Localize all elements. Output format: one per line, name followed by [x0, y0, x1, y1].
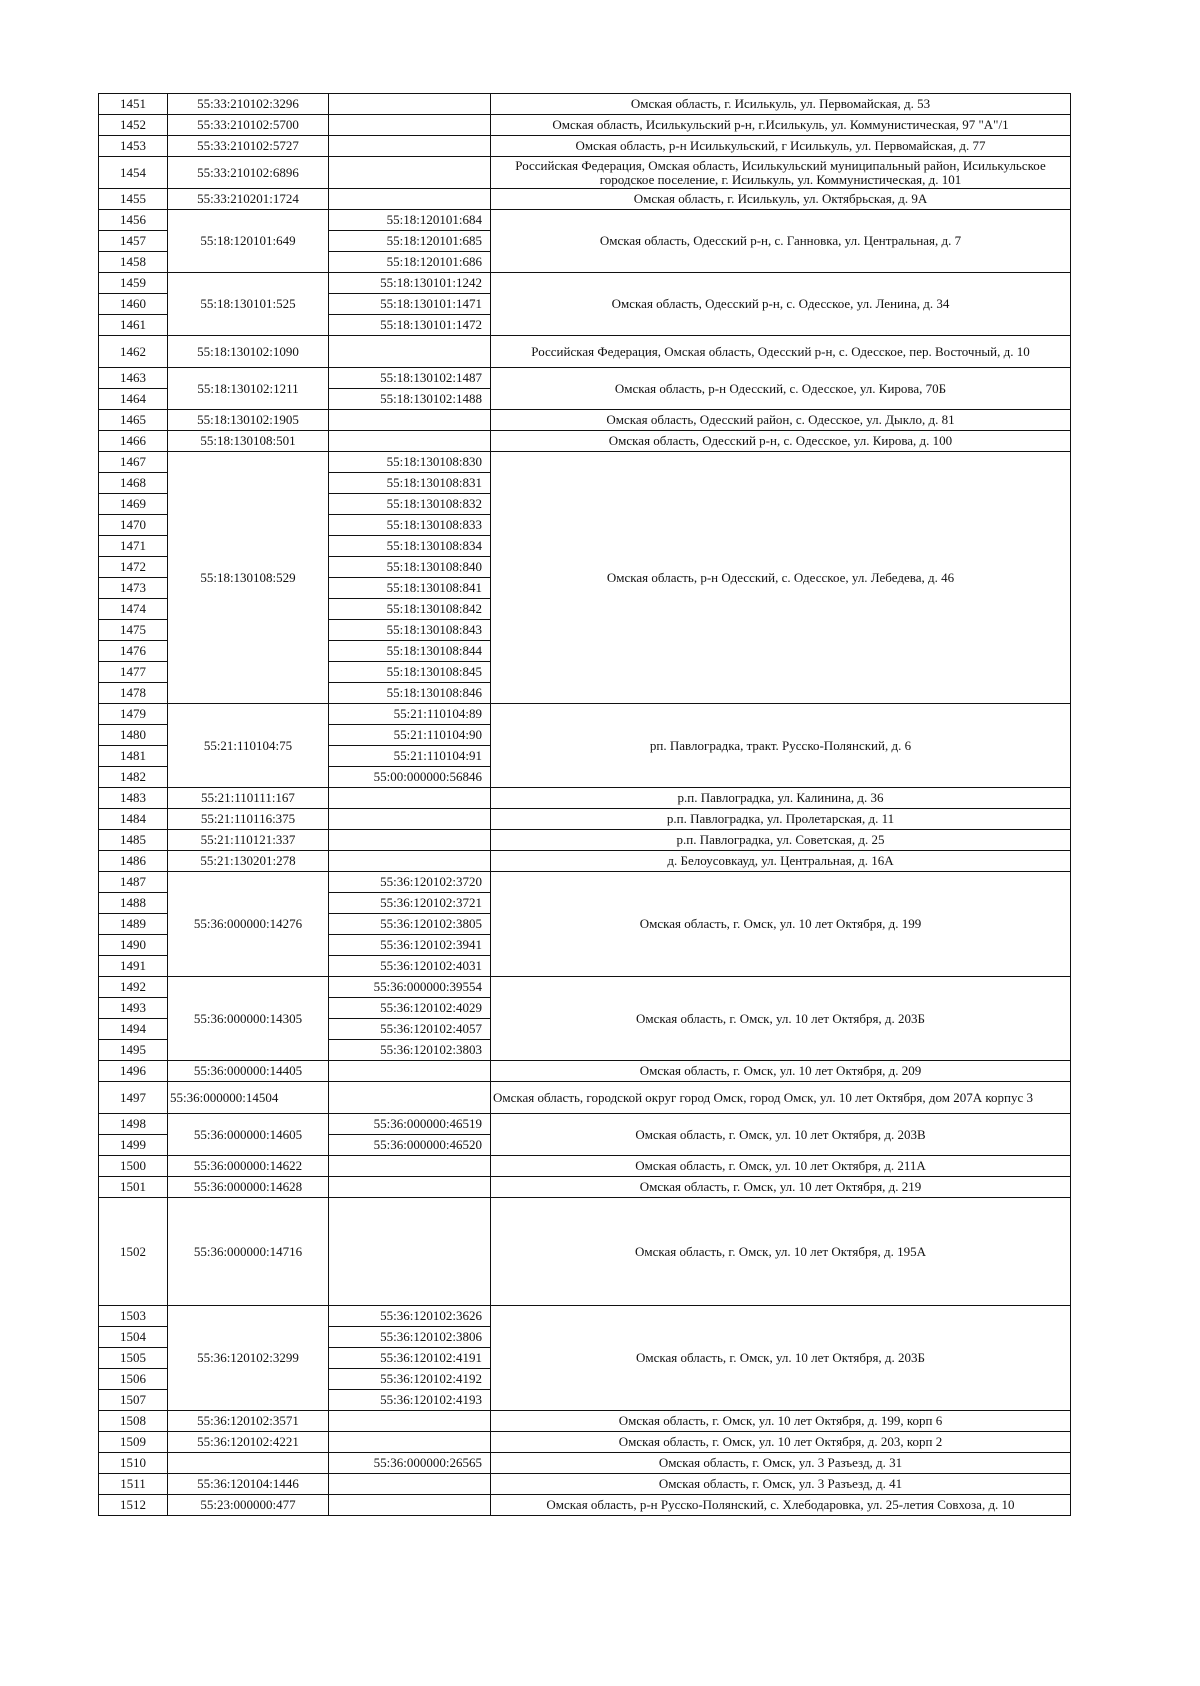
sub-cadastral-number: 55:36:120102:3941 [329, 935, 491, 956]
sub-cadastral-number: 55:18:120101:684 [329, 210, 491, 231]
parent-cadastral-number: 55:18:130108:529 [168, 452, 329, 704]
sub-cadastral-number: 55:36:120102:4031 [329, 956, 491, 977]
address: Омская область, р-н Одесский, с. Одесское, ул. Лебедева, д. 46 [491, 452, 1071, 704]
table-row [99, 336, 1071, 368]
row-number: 1508 [99, 1411, 168, 1432]
address: д. Белоусовкауд, ул. Центральная, д. 16А [491, 851, 1071, 872]
address: Омская область, г. Омск, ул. 10 лет Октября, д. 219 [491, 1177, 1071, 1198]
row-number: 1480 [99, 725, 168, 746]
row-number: 1493 [99, 998, 168, 1019]
row-number: 1481 [99, 746, 168, 767]
row-number: 1482 [99, 767, 168, 788]
sub-cadastral-number: 55:00:000000:56846 [329, 767, 491, 788]
parent-cadastral-number: 55:33:210102:3296 [168, 94, 329, 115]
sub-cadastral-number: 55:21:110104:90 [329, 725, 491, 746]
row-number: 1492 [99, 977, 168, 998]
row-number: 1487 [99, 872, 168, 893]
address: Омская область, г. Омск, ул. 10 лет Октября, д. 211А [491, 1156, 1071, 1177]
row-number: 1503 [99, 1306, 168, 1327]
row-number: 1497 [99, 1082, 168, 1114]
sub-cadastral-number: 55:18:130101:1242 [329, 273, 491, 294]
row-number: 1471 [99, 536, 168, 557]
parent-cadastral-number: 55:36:000000:14276 [168, 872, 329, 977]
sub-cadastral-number [329, 157, 491, 189]
sub-cadastral-number: 55:36:120102:3720 [329, 872, 491, 893]
table-row [99, 830, 1071, 851]
sub-cadastral-number: 55:36:120102:3803 [329, 1040, 491, 1061]
row-number: 1462 [99, 336, 168, 368]
table-row [99, 431, 1071, 452]
table-row [99, 1156, 1071, 1177]
row-number: 1459 [99, 273, 168, 294]
sub-cadastral-number: 55:36:120102:4191 [329, 1348, 491, 1369]
row-number: 1463 [99, 368, 168, 389]
sub-cadastral-number [329, 1411, 491, 1432]
sub-cadastral-number: 55:18:120101:686 [329, 252, 491, 273]
sub-cadastral-number [329, 830, 491, 851]
sub-cadastral-number: 55:18:130108:841 [329, 578, 491, 599]
sub-cadastral-number: 55:18:130108:840 [329, 557, 491, 578]
row-number: 1486 [99, 851, 168, 872]
address: Омская область, г. Омск, ул. 10 лет Октября, д. 199, корп 6 [491, 1411, 1071, 1432]
row-number: 1489 [99, 914, 168, 935]
table-row [99, 872, 1071, 893]
parent-cadastral-number: 55:33:210102:5727 [168, 136, 329, 157]
sub-cadastral-number: 55:36:120102:3626 [329, 1306, 491, 1327]
sub-cadastral-number: 55:18:130108:831 [329, 473, 491, 494]
sub-cadastral-number: 55:18:130108:842 [329, 599, 491, 620]
sub-cadastral-number: 55:18:130108:843 [329, 620, 491, 641]
sub-cadastral-number: 55:36:120102:4029 [329, 998, 491, 1019]
row-number: 1465 [99, 410, 168, 431]
table-row [99, 851, 1071, 872]
sub-cadastral-number: 55:36:120102:3721 [329, 893, 491, 914]
parent-cadastral-number: 55:18:130102:1905 [168, 410, 329, 431]
row-number: 1507 [99, 1390, 168, 1411]
parent-cadastral-number: 55:18:130101:525 [168, 273, 329, 336]
sub-cadastral-number: 55:21:110104:91 [329, 746, 491, 767]
sub-cadastral-number: 55:18:130101:1472 [329, 315, 491, 336]
row-number: 1452 [99, 115, 168, 136]
address: Российская Федерация, Омская область, Исилькульский муниципальный район, Исилькульское городское поселение, г. Исилькуль, ул. Коммунистическая, д. 101 [491, 157, 1071, 189]
parent-cadastral-number: 55:36:000000:14405 [168, 1061, 329, 1082]
sub-cadastral-number: 55:36:120102:4193 [329, 1390, 491, 1411]
table-row [99, 809, 1071, 830]
parent-cadastral-number: 55:33:210201:1724 [168, 189, 329, 210]
sub-cadastral-number: 55:21:110104:89 [329, 704, 491, 725]
parent-cadastral-number: 55:33:210102:6896 [168, 157, 329, 189]
address: Омская область, г. Омск, ул. 3 Разъезд, д. 41 [491, 1474, 1071, 1495]
address: Омская область, г. Омск, ул. 3 Разъезд, д. 31 [491, 1453, 1071, 1474]
table-row [99, 1411, 1071, 1432]
row-number: 1495 [99, 1040, 168, 1061]
parent-cadastral-number: 55:21:130201:278 [168, 851, 329, 872]
sub-cadastral-number: 55:36:120102:3805 [329, 914, 491, 935]
address: Омская область, г. Омск, ул. 10 лет Октября, д. 203Б [491, 977, 1071, 1061]
sub-cadastral-number [329, 115, 491, 136]
row-number: 1491 [99, 956, 168, 977]
table-row [99, 157, 1071, 189]
table-row [99, 410, 1071, 431]
row-number: 1506 [99, 1369, 168, 1390]
sub-cadastral-number: 55:36:000000:26565 [329, 1453, 491, 1474]
address: Омская область, г. Исилькуль, ул. Первомайская, д. 53 [491, 94, 1071, 115]
parent-cadastral-number: 55:36:120104:1446 [168, 1474, 329, 1495]
table-row [99, 977, 1071, 998]
address: Омская область, г. Омск, ул. 10 лет Октября, д. 203Б [491, 1306, 1071, 1411]
sub-cadastral-number: 55:18:130108:830 [329, 452, 491, 473]
sub-cadastral-number: 55:36:120102:4192 [329, 1369, 491, 1390]
row-number: 1456 [99, 210, 168, 231]
parent-cadastral-number: 55:36:000000:14628 [168, 1177, 329, 1198]
address: Омская область, г. Омск, ул. 10 лет Октября, д. 195А [491, 1198, 1071, 1306]
address: Омская область, Одесский р-н, с. Одесское, ул. Ленина, д. 34 [491, 273, 1071, 336]
row-number: 1451 [99, 94, 168, 115]
address: Омская область, р-н Русско-Полянский, с. Хлебодаровка, ул. 25-летия Совхоза, д. 10 [491, 1495, 1071, 1516]
row-number: 1512 [99, 1495, 168, 1516]
table-row [99, 1432, 1071, 1453]
sub-cadastral-number: 55:18:130108:833 [329, 515, 491, 536]
table-row [99, 189, 1071, 210]
address: Омская область, Одесский р-н, с. Ганновка, ул. Центральная, д. 7 [491, 210, 1071, 273]
parent-cadastral-number: 55:33:210102:5700 [168, 115, 329, 136]
table-row [99, 788, 1071, 809]
row-number: 1505 [99, 1348, 168, 1369]
row-number: 1477 [99, 662, 168, 683]
address: Российская Федерация, Омская область, Одесский р-н, с. Одесское, пер. Восточный, д. 10 [491, 336, 1071, 368]
row-number: 1469 [99, 494, 168, 515]
table-row [99, 1495, 1071, 1516]
table-row [99, 368, 1071, 389]
row-number: 1454 [99, 157, 168, 189]
table-row [99, 1453, 1071, 1474]
parent-cadastral-number: 55:36:120102:3571 [168, 1411, 329, 1432]
address: рп. Павлоградка, тракт. Русско-Полянский, д. 6 [491, 704, 1071, 788]
sub-cadastral-number: 55:18:130108:834 [329, 536, 491, 557]
address: Омская область, г. Исилькуль, ул. Октябрьская, д. 9А [491, 189, 1071, 210]
parent-cadastral-number: 55:18:120101:649 [168, 210, 329, 273]
address: Омская область, Одесский район, с. Одесское, ул. Дыкло, д. 81 [491, 410, 1071, 431]
address: Омская область, р-н Исилькульский, г Исилькуль, ул. Первомайская, д. 77 [491, 136, 1071, 157]
row-number: 1468 [99, 473, 168, 494]
sub-cadastral-number [329, 1061, 491, 1082]
parent-cadastral-number: 55:36:000000:14622 [168, 1156, 329, 1177]
sub-cadastral-number: 55:18:130108:832 [329, 494, 491, 515]
parent-cadastral-number: 55:18:130102:1090 [168, 336, 329, 368]
address: р.п. Павлоградка, ул. Калинина, д. 36 [491, 788, 1071, 809]
sub-cadastral-number: 55:18:130101:1471 [329, 294, 491, 315]
row-number: 1472 [99, 557, 168, 578]
parent-cadastral-number: 55:36:000000:14504 [168, 1082, 329, 1114]
table-row [99, 210, 1071, 231]
table-row [99, 273, 1071, 294]
sub-cadastral-number [329, 189, 491, 210]
row-number: 1461 [99, 315, 168, 336]
sub-cadastral-number [329, 809, 491, 830]
sub-cadastral-number [329, 94, 491, 115]
row-number: 1470 [99, 515, 168, 536]
parent-cadastral-number: 55:21:110116:375 [168, 809, 329, 830]
table-row [99, 94, 1071, 115]
row-number: 1457 [99, 231, 168, 252]
address: Омская область, Одесский р-н, с. Одесское, ул. Кирова, д. 100 [491, 431, 1071, 452]
register-body [99, 94, 1071, 1516]
parent-cadastral-number: 55:36:120102:3299 [168, 1306, 329, 1411]
sub-cadastral-number [329, 410, 491, 431]
row-number: 1494 [99, 1019, 168, 1040]
row-number: 1458 [99, 252, 168, 273]
parent-cadastral-number: 55:36:120102:4221 [168, 1432, 329, 1453]
address: Омская область, г. Омск, ул. 10 лет Октября, д. 199 [491, 872, 1071, 977]
row-number: 1496 [99, 1061, 168, 1082]
address: Омская область, р-н Одесский, с. Одесское, ул. Кирова, 70Б [491, 368, 1071, 410]
table-row [99, 452, 1071, 473]
parent-cadastral-number: 55:36:000000:14716 [168, 1198, 329, 1306]
table-row [99, 704, 1071, 725]
row-number: 1488 [99, 893, 168, 914]
sub-cadastral-number [329, 851, 491, 872]
sub-cadastral-number: 55:36:000000:39554 [329, 977, 491, 998]
row-number: 1501 [99, 1177, 168, 1198]
address: р.п. Павлоградка, ул. Пролетарская, д. 11 [491, 809, 1071, 830]
sub-cadastral-number: 55:36:000000:46519 [329, 1114, 491, 1135]
row-number: 1483 [99, 788, 168, 809]
parent-cadastral-number: 55:21:110121:337 [168, 830, 329, 851]
row-number: 1466 [99, 431, 168, 452]
row-number: 1455 [99, 189, 168, 210]
row-number: 1467 [99, 452, 168, 473]
parent-cadastral-number: 55:21:110104:75 [168, 704, 329, 788]
table-row [99, 1177, 1071, 1198]
sub-cadastral-number: 55:18:130108:844 [329, 641, 491, 662]
address: р.п. Павлоградка, ул. Советская, д. 25 [491, 830, 1071, 851]
row-number: 1464 [99, 389, 168, 410]
table-row [99, 1474, 1071, 1495]
table-row [99, 136, 1071, 157]
sub-cadastral-number [329, 136, 491, 157]
parent-cadastral-number [168, 1453, 329, 1474]
sub-cadastral-number: 55:36:120102:4057 [329, 1019, 491, 1040]
sub-cadastral-number: 55:36:120102:3806 [329, 1327, 491, 1348]
sub-cadastral-number: 55:36:000000:46520 [329, 1135, 491, 1156]
sub-cadastral-number [329, 1198, 491, 1306]
sub-cadastral-number: 55:18:130102:1487 [329, 368, 491, 389]
row-number: 1475 [99, 620, 168, 641]
parent-cadastral-number: 55:36:000000:14305 [168, 977, 329, 1061]
row-number: 1500 [99, 1156, 168, 1177]
table-row [99, 1082, 1071, 1114]
sub-cadastral-number [329, 1474, 491, 1495]
sub-cadastral-number: 55:18:120101:685 [329, 231, 491, 252]
row-number: 1478 [99, 683, 168, 704]
sub-cadastral-number [329, 788, 491, 809]
row-number: 1484 [99, 809, 168, 830]
sub-cadastral-number [329, 336, 491, 368]
row-number: 1453 [99, 136, 168, 157]
sub-cadastral-number: 55:18:130102:1488 [329, 389, 491, 410]
sub-cadastral-number [329, 1082, 491, 1114]
row-number: 1510 [99, 1453, 168, 1474]
row-number: 1509 [99, 1432, 168, 1453]
sub-cadastral-number [329, 1177, 491, 1198]
row-number: 1479 [99, 704, 168, 725]
table-row [99, 1114, 1071, 1135]
table-row [99, 115, 1071, 136]
address: Омская область, Исилькульский р-н, г.Исилькуль, ул. Коммунистическая, 97 "А"/1 [491, 115, 1071, 136]
address: Омская область, г. Омск, ул. 10 лет Октября, д. 209 [491, 1061, 1071, 1082]
row-number: 1504 [99, 1327, 168, 1348]
sub-cadastral-number [329, 431, 491, 452]
parent-cadastral-number: 55:21:110111:167 [168, 788, 329, 809]
row-number: 1474 [99, 599, 168, 620]
address: Омская область, г. Омск, ул. 10 лет Октября, д. 203В [491, 1114, 1071, 1156]
parent-cadastral-number: 55:18:130102:1211 [168, 368, 329, 410]
row-number: 1490 [99, 935, 168, 956]
sub-cadastral-number [329, 1156, 491, 1177]
table-row [99, 1198, 1071, 1306]
parent-cadastral-number: 55:36:000000:14605 [168, 1114, 329, 1156]
row-number: 1502 [99, 1198, 168, 1306]
property-register-table [98, 93, 1071, 1516]
row-number: 1511 [99, 1474, 168, 1495]
parent-cadastral-number: 55:18:130108:501 [168, 431, 329, 452]
address: Омская область, г. Омск, ул. 10 лет Октября, д. 203, корп 2 [491, 1432, 1071, 1453]
row-number: 1498 [99, 1114, 168, 1135]
row-number: 1485 [99, 830, 168, 851]
row-number: 1499 [99, 1135, 168, 1156]
table-row [99, 1306, 1071, 1327]
sub-cadastral-number: 55:18:130108:846 [329, 683, 491, 704]
table-row [99, 1061, 1071, 1082]
address: Омская область, городской округ город Омск, город Омск, ул. 10 лет Октября, дом 207А корпус 3 [491, 1082, 1071, 1114]
row-number: 1476 [99, 641, 168, 662]
row-number: 1473 [99, 578, 168, 599]
sub-cadastral-number [329, 1495, 491, 1516]
sub-cadastral-number: 55:18:130108:845 [329, 662, 491, 683]
sub-cadastral-number [329, 1432, 491, 1453]
parent-cadastral-number: 55:23:000000:477 [168, 1495, 329, 1516]
row-number: 1460 [99, 294, 168, 315]
